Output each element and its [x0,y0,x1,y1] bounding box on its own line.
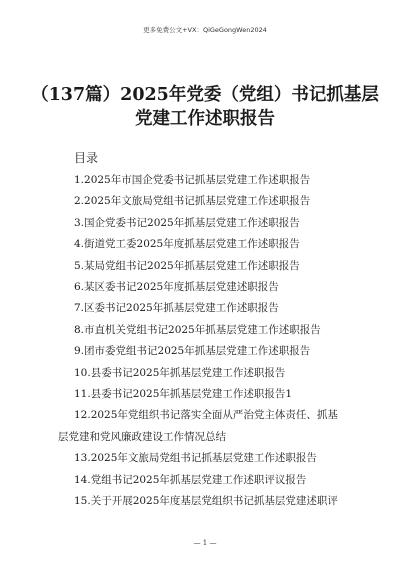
toc-item: 8.市直机关党组书记2025年抓基层党建工作述职报告 [74,323,321,336]
toc-item-line-2: 层党建和党风廉政建设工作情况总结 [58,430,226,443]
toc-item-multiline [0,405,410,448]
toc-item: 6.某区委书记2025年度抓基层党建述职报告 [74,281,279,294]
toc-item: 10.县委书记2025年抓基层党建工作述职报告 [74,366,286,379]
toc-item: 11.县委书记2025年抓基层党建工作述职报告1 [74,388,293,401]
toc-list [0,170,410,513]
toc-heading: 目录 [74,151,99,165]
toc-item: 4.街道党工委2025年度抓基层党建工作述职报告 [74,238,300,251]
toc-item: 13.2025年文旅局党组书记抓基层党建工作述职报告 [74,452,317,465]
document-title: （137篇）2025年党委（党组）书记抓基层党建工作述职报告 [31,85,379,129]
toc-item: 9.团市委党组书记2025年抓基层党建工作述职报告 [74,345,311,358]
toc-item: 2.2025年文旅局党组书记抓基层党建工作述职报告 [74,195,311,208]
toc-item: 15.关于开展2025年度基层党组织书记抓基层党建述职评 [74,495,338,508]
toc-item: 5.某局党组书记2025年抓基层党建工作述职报告 [74,259,300,272]
header-note: 更多免费公文+VX：QiGeGongWen2024 [143,26,267,34]
toc-item: 7.区委书记2025年抓基层党建工作述职报告 [74,302,279,315]
toc-item: 14.党组书记2025年抓基层党建工作述职评议报告 [74,473,307,486]
toc-item: 1.2025年市国企党委书记抓基层党建工作述职报告 [74,174,311,186]
toc-item-line-1: 12.2025年党组织书记落实全面从严治党主体责任、抓基 [74,409,338,422]
page-number: — 1 — [193,539,217,547]
toc-item: 3.国企党委书记2025年抓基层党建工作述职报告 [74,216,300,229]
